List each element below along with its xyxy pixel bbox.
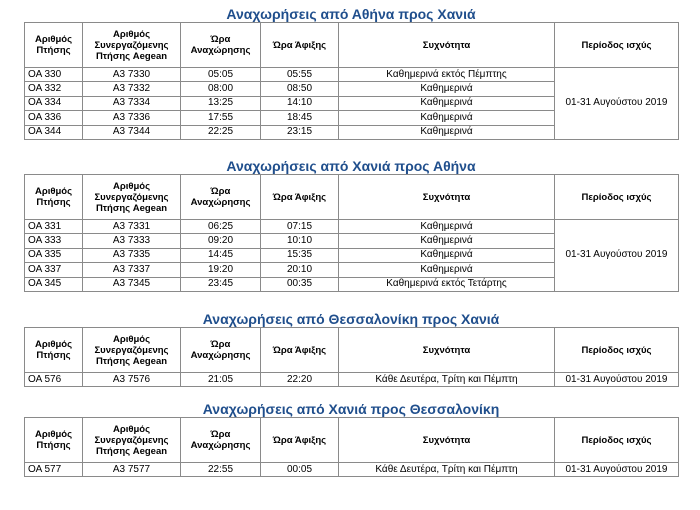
section-title: Αναχωρήσεις από Χανιά προς Αθήνα [226,158,476,174]
header-period: Περίοδος ισχύς [555,418,679,463]
validity-period: 01-31 Αυγούστου 2019 [555,463,679,477]
arrival-time: 05:55 [261,68,339,82]
header-arrival: Ώρα Άφιξης [261,23,339,68]
validity-period: 01-31 Αυγούστου 2019 [555,220,679,292]
codeshare-number: A3 7336 [83,111,181,125]
section-athens-chania [24,6,678,140]
arrival-time: 22:20 [261,373,339,387]
frequency: Καθημερινά [339,263,555,277]
frequency: Καθημερινά [339,111,555,125]
departure-time: 17:55 [181,111,261,125]
validity-period: 01-31 Αυγούστου 2019 [555,68,679,140]
departure-time: 22:25 [181,125,261,139]
header-departure: Ώρα Αναχώρησης [181,23,261,68]
header-frequency: Συχνότητα [339,418,555,463]
section-title: Αναχωρήσεις από Χανιά προς Θεσσαλονίκη [202,401,500,417]
frequency: Καθημερινά εκτός Τετάρτης [339,277,555,291]
header-frequency: Συχνότητα [339,328,555,373]
frequency: Καθημερινά [339,220,555,234]
schedule-table [24,22,679,140]
codeshare-number: A3 7345 [83,277,181,291]
arrival-time: 20:10 [261,263,339,277]
header-codeshare: Αριθμός Συνεργαζόμενης Πτήσης Aegean [83,23,181,68]
header-frequency: Συχνότητα [339,23,555,68]
flight-number: ΟΑ 331 [25,220,83,234]
header-flight: Αριθμός Πτήσης [25,23,83,68]
section-title: Αναχωρήσεις από Αθήνα προς Χανιά [226,6,476,22]
codeshare-number: A3 7337 [83,263,181,277]
flight-number: ΟΑ 335 [25,248,83,262]
frequency: Καθημερινά [339,234,555,248]
header-arrival: Ώρα Άφιξης [261,328,339,373]
table-header-row [25,328,679,373]
codeshare-number: A3 7576 [83,373,181,387]
arrival-time: 08:50 [261,82,339,96]
schedule-table [24,417,679,477]
frequency: Καθημερινά εκτός Πέμπτης [339,68,555,82]
codeshare-number: A3 7333 [83,234,181,248]
departure-time: 05:05 [181,68,261,82]
codeshare-number: A3 7344 [83,125,181,139]
header-flight: Αριθμός Πτήσης [25,418,83,463]
departure-time: 13:25 [181,96,261,110]
flight-number: ΟΑ 333 [25,234,83,248]
flight-number: ΟΑ 577 [25,463,83,477]
header-period: Περίοδος ισχύς [555,175,679,220]
arrival-time: 10:10 [261,234,339,248]
header-flight: Αριθμός Πτήσης [25,328,83,373]
departure-time: 19:20 [181,263,261,277]
header-frequency: Συχνότητα [339,175,555,220]
departure-time: 22:55 [181,463,261,477]
flight-number: ΟΑ 332 [25,82,83,96]
frequency: Καθημερινά [339,125,555,139]
flight-number: ΟΑ 576 [25,373,83,387]
codeshare-number: A3 7335 [83,248,181,262]
departure-time: 23:45 [181,277,261,291]
flight-number: ΟΑ 330 [25,68,83,82]
section-chania-thessaloniki [24,401,678,477]
header-departure: Ώρα Αναχώρησης [181,418,261,463]
frequency: Καθημερινά [339,82,555,96]
flight-number: ΟΑ 337 [25,263,83,277]
codeshare-number: A3 7330 [83,68,181,82]
arrival-time: 18:45 [261,111,339,125]
section-thessaloniki-chania [24,311,678,387]
table-row [25,373,679,387]
frequency: Καθημερινά [339,96,555,110]
frequency: Κάθε Δευτέρα, Τρίτη και Πέμπτη [339,373,555,387]
header-arrival: Ώρα Άφιξης [261,418,339,463]
table-header-row [25,23,679,68]
frequency: Καθημερινά [339,248,555,262]
arrival-time: 23:15 [261,125,339,139]
schedule-table [24,327,679,387]
table-row [25,463,679,477]
codeshare-number: A3 7331 [83,220,181,234]
schedule-table [24,174,679,292]
departure-time: 21:05 [181,373,261,387]
codeshare-number: A3 7332 [83,82,181,96]
section-chania-athens [24,158,678,292]
header-codeshare: Αριθμός Συνεργαζόμενης Πτήσης Aegean [83,418,181,463]
header-codeshare: Αριθμός Συνεργαζόμενης Πτήσης Aegean [83,328,181,373]
header-period: Περίοδος ισχύς [555,328,679,373]
flight-number: ΟΑ 336 [25,111,83,125]
codeshare-number: A3 7577 [83,463,181,477]
validity-period: 01-31 Αυγούστου 2019 [555,373,679,387]
arrival-time: 00:05 [261,463,339,477]
codeshare-number: A3 7334 [83,96,181,110]
table-row [25,220,679,234]
table-header-row [25,418,679,463]
section-title: Αναχωρήσεις από Θεσσαλονίκη προς Χανιά [202,311,500,327]
header-departure: Ώρα Αναχώρησης [181,175,261,220]
header-period: Περίοδος ισχύς [555,23,679,68]
arrival-time: 15:35 [261,248,339,262]
header-codeshare: Αριθμός Συνεργαζόμενης Πτήσης Aegean [83,175,181,220]
flight-number: ΟΑ 334 [25,96,83,110]
departure-time: 08:00 [181,82,261,96]
header-flight: Αριθμός Πτήσης [25,175,83,220]
departure-time: 14:45 [181,248,261,262]
departure-time: 09:20 [181,234,261,248]
table-header-row [25,175,679,220]
arrival-time: 14:10 [261,96,339,110]
flight-number: ΟΑ 344 [25,125,83,139]
departure-time: 06:25 [181,220,261,234]
arrival-time: 07:15 [261,220,339,234]
flight-number: ΟΑ 345 [25,277,83,291]
header-arrival: Ώρα Άφιξης [261,175,339,220]
arrival-time: 00:35 [261,277,339,291]
frequency: Κάθε Δευτέρα, Τρίτη και Πέμπτη [339,463,555,477]
header-departure: Ώρα Αναχώρησης [181,328,261,373]
table-row [25,68,679,82]
